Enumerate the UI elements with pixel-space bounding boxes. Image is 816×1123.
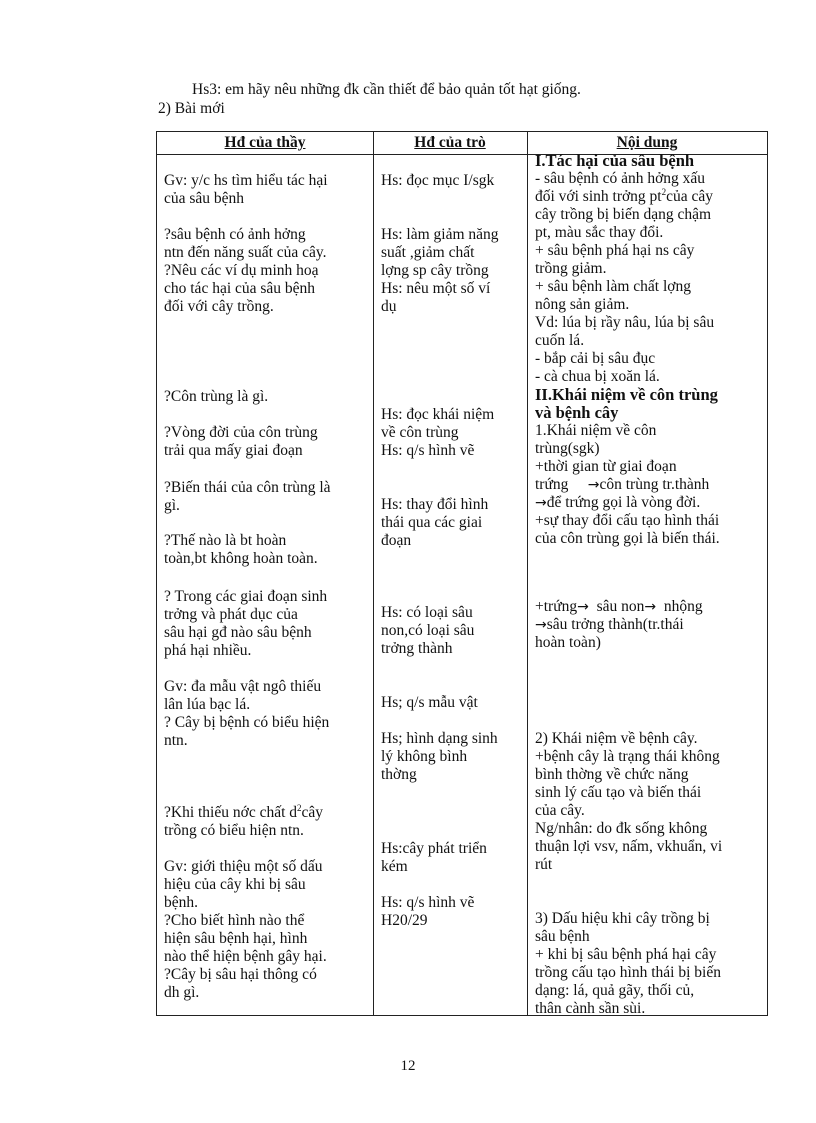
student-block: Hs:cây phát triển kém bbox=[381, 840, 487, 875]
teacher-block: ?Côn trùng là gì. bbox=[164, 388, 269, 405]
section-heading: 2) Bài mới bbox=[158, 100, 225, 117]
section-plant-disease: 2) Khái niệm về bệnh cây. +bệnh cây là trạng thái không bình thờng về chức năng sinh lý cấu tạo và biến thái của cây. Ng/nhân: do đk sống không thuận lợi vsv, nấm, vkhuẩn, vi rút bbox=[535, 730, 723, 873]
student-block: Hs; q/s mẫu vật bbox=[381, 694, 478, 711]
student-block: Hs; hình dạng sinh lý không bình thờng bbox=[381, 730, 498, 783]
teacher-block: ? Trong các giai đoạn sinh trởng và phát dục của sâu hại gđ nào sâu bệnh phá hại nhiều. bbox=[164, 588, 328, 659]
arrow-right-icon: → bbox=[644, 599, 657, 615]
teacher-block: ?Biến thái của côn trùng là gì. bbox=[164, 479, 331, 514]
lesson-table bbox=[156, 131, 768, 1016]
student-block: Hs: làm giảm năng suất ,giảm chất lợng sp cây trồng Hs: nêu một số ví dụ bbox=[381, 226, 499, 315]
header-content: Nội dung bbox=[616, 134, 678, 151]
column-divider-1 bbox=[373, 132, 374, 1015]
student-block: Hs: đọc khái niệm về côn trùng Hs: q/s hình vẽ bbox=[381, 406, 495, 459]
section-signs: 3) Dấu hiệu khi cây trồng bị sâu bệnh + khi bị sâu bệnh phá hại cây trồng cấu tạo hình thái bị biến dạng: lá, quả gãy, thối củ, thân cành sần sùi. bbox=[535, 910, 721, 1017]
teacher-block: ?Vòng đời của côn trùng trải qua mấy giai đoạn bbox=[164, 424, 318, 459]
teacher-block: Gv: giới thiệu một số dấu hiệu của cây khi bị sâu bệnh. ?Cho biết hình nào thể hiện sâu bệnh hại, hình nào thể hiện bệnh gây hại. ?Cây bị sâu hại thông có dh gì. bbox=[164, 858, 327, 1001]
student-block: Hs: đọc mục I/sgk bbox=[381, 172, 495, 189]
intro bbox=[158, 80, 778, 118]
teacher-block: Gv: y/c hs tìm hiểu tác hại của sâu bệnh bbox=[164, 172, 328, 207]
arrow-right-icon: → bbox=[587, 477, 600, 493]
arrow-right-icon: → bbox=[535, 495, 547, 511]
arrow-right-icon: → bbox=[535, 617, 547, 633]
teacher-block: Gv: đa mẫu vật ngô thiếu lân lúa bạc lá. ? Cây bị bệnh có biểu hiện ntn. bbox=[164, 678, 330, 749]
section-2: II.Khái niệm về côn trùng và bệnh cây 1.Khái niệm về côn trùng(sgk) +thời gian từ giai đoạn trứng →côn trùng tr.thành →để trứng gọi là vòng đời. +sự thay đổi cấu tạo hình thái của côn trùng gọi là biến thái. bbox=[535, 386, 761, 548]
arrow-right-icon: → bbox=[577, 599, 589, 615]
teacher-block: ?Khi thiếu nớc chất $d^2cây$ trồng có biểu hiện ntn. bbox=[164, 802, 324, 839]
column-divider-2 bbox=[527, 132, 528, 1015]
student-block: Hs: q/s hình vẽ H20/29 bbox=[381, 894, 475, 929]
section-1: I.Tác hại của sâu bệnh - sâu bệnh có ảnh hởng xấu đối với sinh trởng $pt^2của$ cây cây trồng bị biến dạng chậm pt, màu sắc thay đổi. + sâu bệnh phá hại ns cây trồng giảm. + sâu bệnh làm chất lợng nông sản giảm. Vd: lúa bị rầy nâu, lúa bị sâu cuốn lá. - bắp cải bị sâu đục - cà chua bị xoăn lá. bbox=[535, 152, 761, 386]
header-teacher: Hđ của thầy bbox=[224, 134, 306, 151]
header-student: Hđ của trò bbox=[414, 134, 486, 151]
student-block: Hs: thay đổi hình thái qua các giai đoạn bbox=[381, 496, 489, 549]
section-2-title: II.Khái niệm về côn trùng bbox=[535, 385, 718, 404]
page-number: 12 bbox=[400, 1058, 416, 1074]
student-block: Hs: có loại sâu non,có loại sâu trởng thành bbox=[381, 604, 475, 657]
teacher-block: ?Thế nào là bt hoàn toàn,bt không hoàn toàn. bbox=[164, 532, 318, 567]
teacher-block: ?sâu bệnh có ảnh hởng ntn đến năng suất của cây. ?Nêu các ví dụ minh hoạ cho tác hại của sâu bệnh đối với cây trồng. bbox=[164, 226, 327, 315]
intro-question: Hs3: em hãy nêu những đk cần thiết để bảo quản tốt hạt giống. bbox=[192, 81, 581, 98]
section-1-title: I.Tác hại của sâu bệnh bbox=[535, 151, 695, 170]
metamorphosis-cycle: +trứng→ sâu non→ nhộng →sâu trởng thành(tr.thái hoàn toàn) bbox=[535, 598, 703, 651]
